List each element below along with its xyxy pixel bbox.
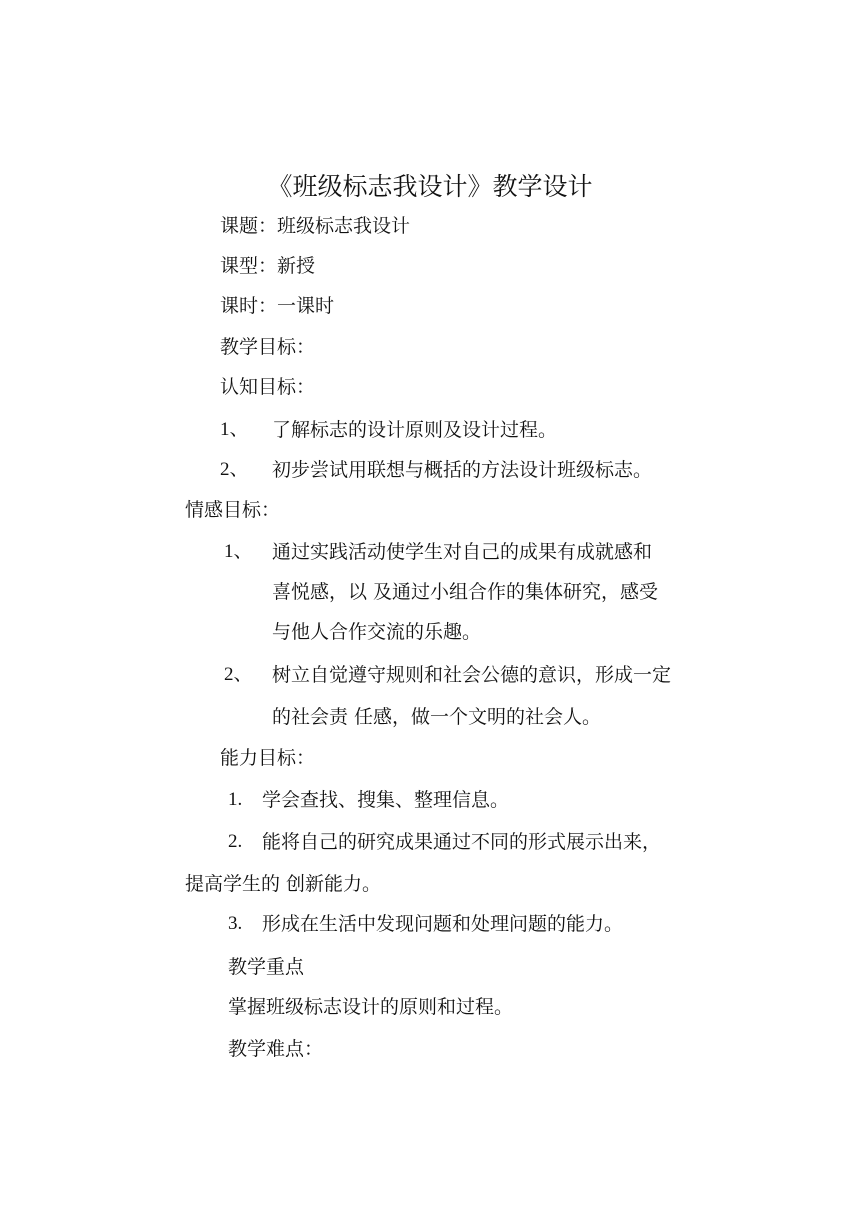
- ability-item-1-text: 学会查找、搜集、整理信息。: [262, 789, 510, 811]
- emotional-item-2-line-1: 树立自觉遵守规则和社会公德的意识，形成一定: [272, 664, 672, 686]
- ability-item-2-line-1: 能将自己的研究成果通过不同的形式展示出来，: [262, 831, 662, 853]
- emotional-item-2-line-2: 的社会责 任感，做一个文明的社会人。: [272, 706, 602, 728]
- lesson-hours-line: 课时：一课时: [220, 295, 335, 317]
- cognitive-item-1-number: 1、: [220, 419, 249, 440]
- key-point-heading: 教学重点: [228, 956, 305, 978]
- key-point-text: 掌握班级标志设计的原则和过程。: [228, 996, 514, 1018]
- cognitive-item-2-number: 2、: [220, 459, 249, 480]
- ability-item-3-number: 3.: [228, 913, 243, 934]
- emotional-item-2-number: 2、: [224, 664, 253, 685]
- cognitive-heading: 认知目标：: [220, 376, 316, 398]
- emotional-heading: 情感目标：: [185, 499, 281, 521]
- emotional-item-1-line-3: 与他人合作交流的乐趣。: [272, 621, 482, 643]
- ability-item-2-number: 2.: [228, 831, 243, 852]
- ability-item-2-line-2: 提高学生的 创新能力。: [185, 873, 382, 895]
- emotional-item-1-line-2: 喜悦感，以 及通过小组合作的集体研究，感受: [272, 581, 659, 603]
- objectives-heading: 教学目标：: [220, 336, 316, 358]
- topic-line: 课题：班级标志我设计: [220, 215, 411, 237]
- emotional-item-1-number: 1、: [224, 541, 253, 562]
- cognitive-item-2-text: 初步尝试用联想与概括的方法设计班级标志。: [272, 459, 653, 481]
- emotional-item-1-line-1: 通过实践活动使学生对自己的成果有成就感和: [272, 541, 653, 563]
- document-title: 《班级标志我设计》教学设计: [267, 172, 593, 201]
- ability-item-3-text: 形成在生活中发现问题和处理问题的能力。: [262, 913, 624, 935]
- ability-item-1-number: 1.: [228, 789, 243, 810]
- ability-heading: 能力目标：: [220, 747, 316, 769]
- lesson-type-line: 课型：新授: [220, 255, 316, 277]
- difficulty-heading: 教学难点：: [228, 1038, 324, 1060]
- cognitive-item-1-text: 了解标志的设计原则及设计过程。: [272, 419, 558, 441]
